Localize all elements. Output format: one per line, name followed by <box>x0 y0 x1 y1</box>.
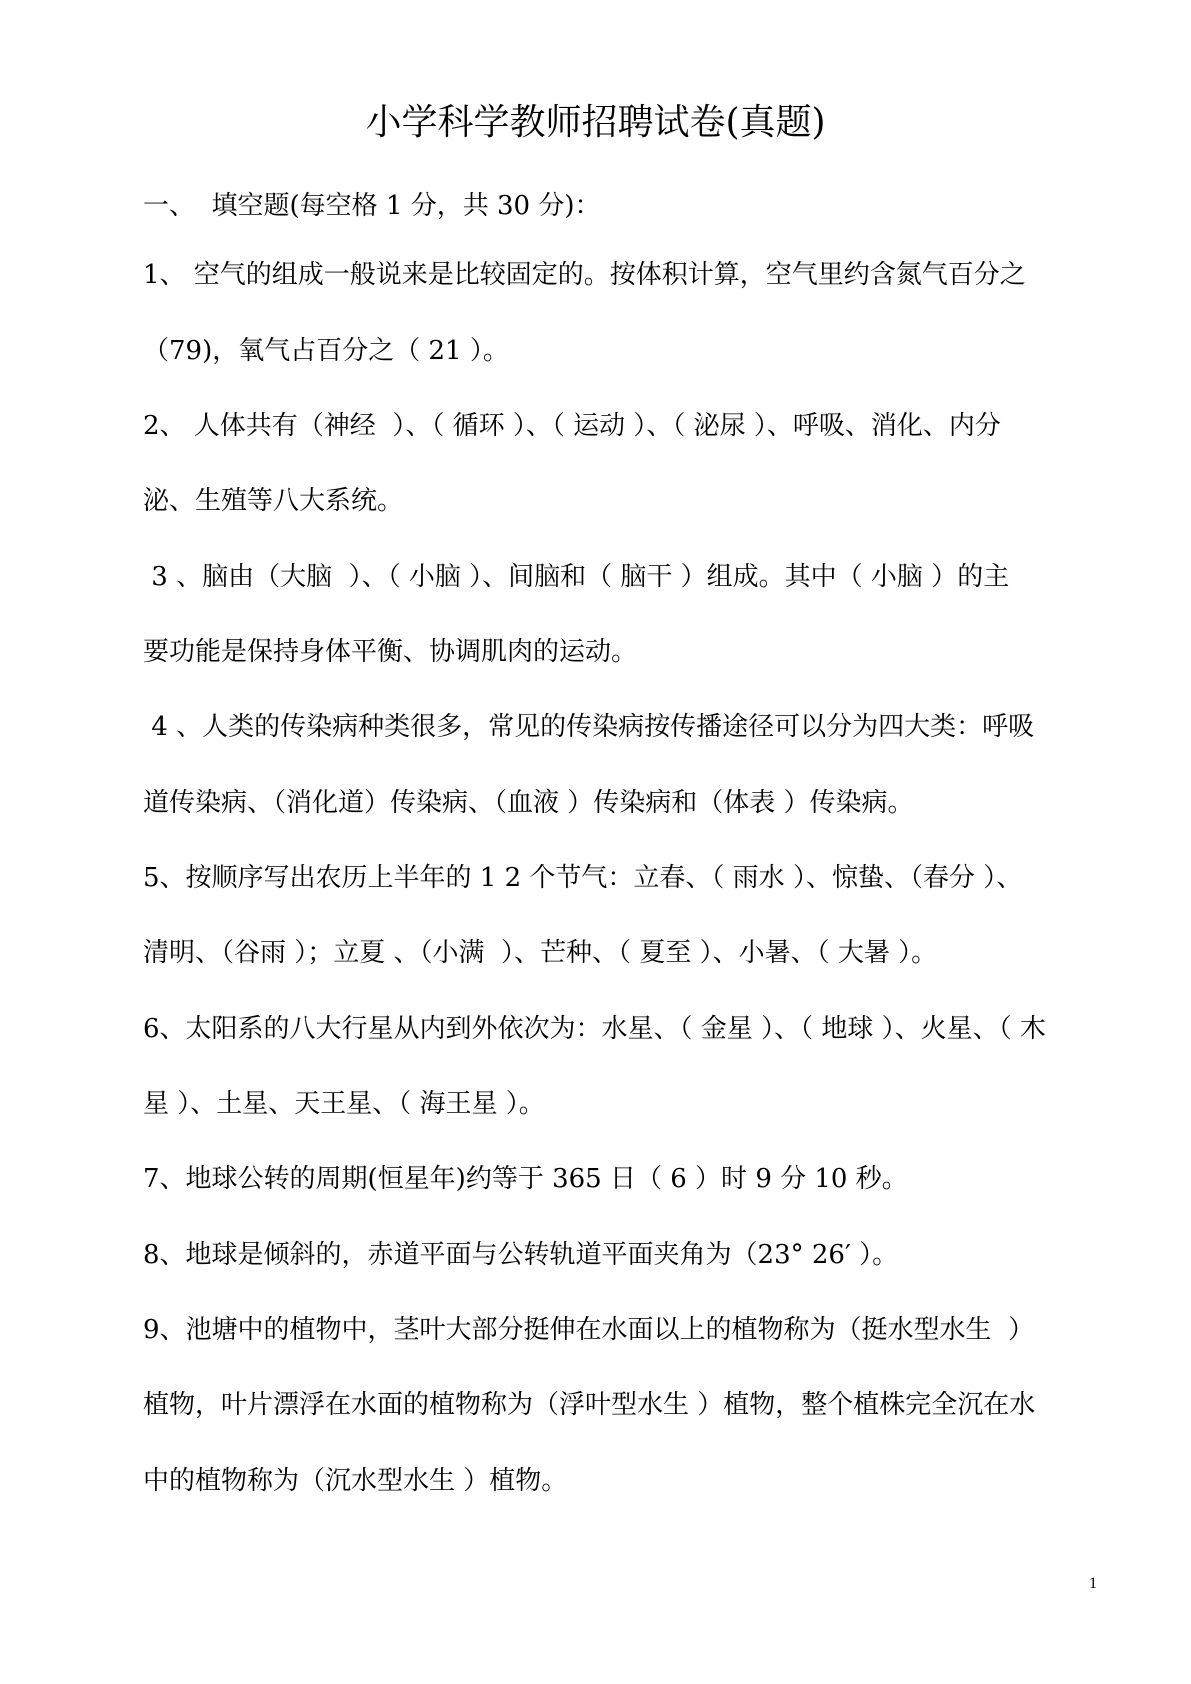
text-line: 8、地球是倾斜的，赤道平面与公转轨道平面夹角为（23° 26′ ）。 <box>143 1240 899 1270</box>
text-line: 7、地球公转的周期(恒星年)约等于 365 日（ 6 ）时 9 分 10 秒。 <box>143 1164 908 1194</box>
text-line: 中的植物称为（沉水型水生 ）植物。 <box>143 1466 568 1496</box>
text-line: 5、按顺序写出农历上半年的 1 2 个节气：立春、（ 雨水 ）、惊蛰、（春分 ）、 <box>143 863 1023 893</box>
text-line: 4 、人类的传染病种类很多，常见的传染病按传播途径可以分为四大类：呼吸 <box>143 712 1035 742</box>
document-title: 小学科学教师招聘试卷(真题) <box>365 102 826 143</box>
text-line: 植物，叶片漂浮在水面的植物称为（浮叶型水生 ）植物，整个植株完全沉在水 <box>143 1390 1036 1420</box>
section-heading: 一、 填空题(每空格 1 分，共 30 分)： <box>143 191 601 221</box>
text-line: 9、池塘中的植物中，茎叶大部分挺伸在水面以上的植物称为（挺水型水生 ） <box>143 1315 1035 1345</box>
text-line: 泌、生殖等八大系统。 <box>143 486 404 516</box>
text-line: 3 、脑由（大脑 ）、（ 小脑 ）、间脑和（ 脑干 ）组成。其中（ 小脑 ）的主 <box>143 562 1010 592</box>
text-line: 道传染病、（消化道）传染病、（血液 ）传染病和（体表 ）传染病。 <box>143 788 914 818</box>
text-line: 2、 人体共有（神经 ）、（ 循环 ）、（ 运动 ）、（ 泌尿 ）、呼吸、消化、内分 <box>143 411 1001 441</box>
text-line: 要功能是保持身体平衡、协调肌肉的运动。 <box>143 637 638 667</box>
text-line: （79)，氧气占百分之（ 21 ）。 <box>143 336 509 366</box>
page-number: 1 <box>1089 1575 1097 1592</box>
text-line: 清明、（谷雨 ）；立夏 、（小满 ）、芒种、（ 夏至 ）、小暑、（ 大暑 ）。 <box>143 938 938 968</box>
text-line: 6、太阳系的八大行星从内到外依次为：水星、（ 金星 ）、（ 地球 ）、火星、（ 木 <box>143 1014 1046 1044</box>
text-line: 1、 空气的组成一般说来是比较固定的。按体积计算，空气里约含氮气百分之 <box>143 260 1026 290</box>
text-line: 星 ）、土星、天王星、（ 海王星 ）。 <box>143 1089 545 1119</box>
